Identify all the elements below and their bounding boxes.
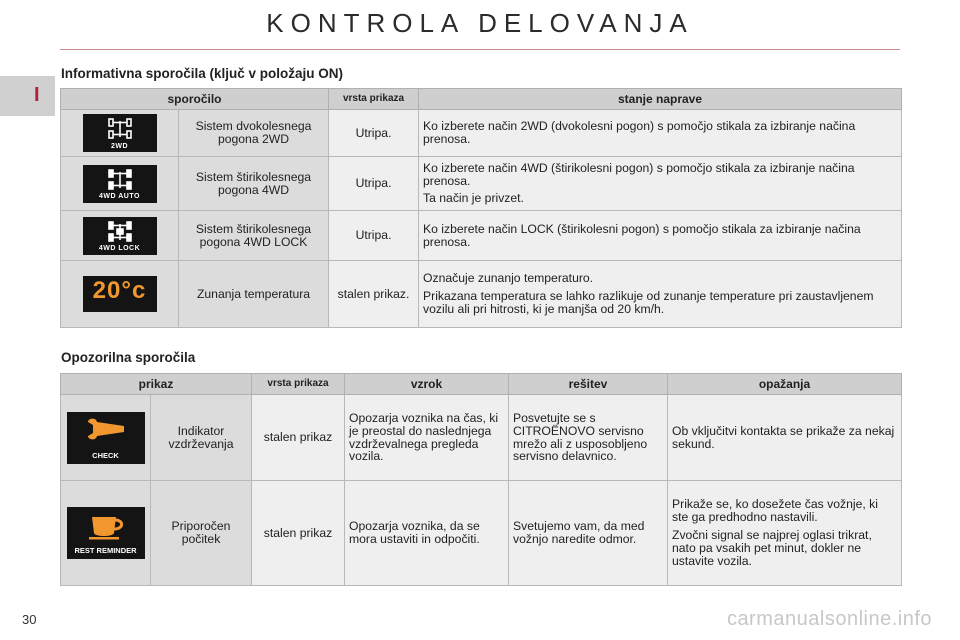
icon-cell <box>61 157 179 211</box>
cause-cell: Opozarja voznika, da se mora ustaviti in odpočiti. <box>345 481 509 586</box>
solution-cell: Posvetujte se s CITROËNOVO servisno mrežo ali z usposobljeno servisno delavnico. <box>509 395 668 481</box>
message-cell: Sistem štirikolesnega pogona 4WD <box>179 157 329 211</box>
display-type-cell: stalen prikaz <box>252 481 345 586</box>
display-type-cell: Utripa. <box>329 211 419 261</box>
display-type-cell: Utripa. <box>329 110 419 157</box>
notes-cell <box>668 395 902 481</box>
info-section-heading: Informativna sporočila (ključ v položaju ON) <box>61 66 344 81</box>
page-title: KONTROLA DELOVANJA <box>266 8 694 38</box>
icon-caption: CHECK <box>92 450 119 460</box>
column-header-notes: opažanja <box>668 374 902 395</box>
column-header-message: sporočilo <box>61 89 329 110</box>
status-text: Ko izberete način LOCK (štirikolesni pogon) s pomočjo stikala za izbiranje načina prenosa. <box>423 221 861 249</box>
table-header-row <box>61 89 902 110</box>
warning-messages-table <box>60 373 902 586</box>
status-cell <box>419 261 902 328</box>
status-text: Ta način je privzet. <box>423 191 524 206</box>
table-header-row <box>61 374 902 395</box>
chapter-tab-label: I <box>34 84 40 106</box>
page-number: 30 <box>22 612 37 627</box>
notes-cell <box>668 481 902 586</box>
icon-caption: 4WD LOCK <box>98 245 141 253</box>
icon-caption: 4WD AUTO <box>99 193 140 201</box>
warning-section-heading: Opozorilna sporočila <box>61 350 196 365</box>
column-header-display: prikaz <box>61 374 252 395</box>
info-messages-table <box>60 88 902 328</box>
4wd-auto-drive-icon <box>83 165 157 203</box>
status-cell <box>419 211 902 261</box>
label-cell: Indikator vzdrževanja <box>151 395 252 481</box>
chapter-tab <box>0 76 55 116</box>
table-row <box>61 157 902 211</box>
status-cell <box>419 157 902 211</box>
outside-temperature-display <box>83 276 157 312</box>
table-row <box>61 481 902 586</box>
notes-text: Prikaže se, ko dosežete čas vožnje, ki ste ga predhodno nastavili. <box>672 497 878 525</box>
icon-cell <box>61 211 179 261</box>
2wd-drive-icon <box>83 114 157 152</box>
column-header-status: stanje naprave <box>419 89 902 110</box>
status-cell <box>419 110 902 157</box>
solution-cell: Svetujemo vam, da med vožnjo naredite odmor. <box>509 481 668 586</box>
table-row <box>61 211 902 261</box>
message-cell: Zunanja temperatura <box>179 261 329 328</box>
coffee-cup-icon <box>67 507 145 559</box>
column-header-solution: rešitev <box>509 374 668 395</box>
status-text: Ko izberete način 4WD (štirikolesni pogon) s pomočjo stikala za izbiranje načina prenosa. <box>423 160 855 188</box>
table-row <box>61 395 902 481</box>
notes-text: Ob vključitvi kontakta se prikaže za nekaj sekund. <box>672 423 895 451</box>
status-text: Prikazana temperatura se lahko razlikuje od zunanje temperature pri zaustavljenem vozilu ali pri hitrosti, ki je manjša od 20 km/h. <box>423 289 874 316</box>
message-cell: Sistem dvokolesnega pogona 2WD <box>179 110 329 157</box>
column-header-cause: vzrok <box>345 374 509 395</box>
icon-caption: REST REMINDER <box>74 546 137 556</box>
cause-cell: Opozarja voznika na čas, ki je preostal do naslednjega vzdrževalnega pregleda vozila. <box>345 395 509 481</box>
table-row <box>61 110 902 157</box>
icon-cell <box>61 110 179 157</box>
status-text: Ko izberete način 2WD (dvokolesni pogon) s pomočjo stikala za izbiranje načina prenosa. <box>423 119 856 146</box>
message-cell: Sistem štirikolesnega pogona 4WD LOCK <box>179 211 329 261</box>
temperature-readout: 20°c <box>92 277 147 304</box>
label-cell: Priporočen počitek <box>151 481 252 586</box>
icon-cell <box>61 481 151 586</box>
4wd-lock-drive-icon <box>83 217 157 255</box>
icon-cell <box>61 261 179 328</box>
icon-caption: 2WD <box>110 142 129 150</box>
icon-cell <box>61 395 151 481</box>
title-divider <box>60 49 900 50</box>
display-type-cell: stalen prikaz. <box>329 261 419 328</box>
column-header-type: vrsta prikaza <box>252 374 345 395</box>
table-row <box>61 261 902 328</box>
display-type-cell: Utripa. <box>329 157 419 211</box>
service-wrench-icon <box>67 412 145 464</box>
status-text: Označuje zunanjo temperaturo. <box>423 271 594 286</box>
column-header-display: vrsta prikaza <box>329 89 419 110</box>
notes-text: Zvočni signal se najprej oglasi trikrat, nato pa vsakih pet minut, dokler ne ustavite vozila. <box>672 528 872 568</box>
watermark: carmanualsonline.info <box>726 608 932 630</box>
display-type-cell: stalen prikaz <box>252 395 345 481</box>
